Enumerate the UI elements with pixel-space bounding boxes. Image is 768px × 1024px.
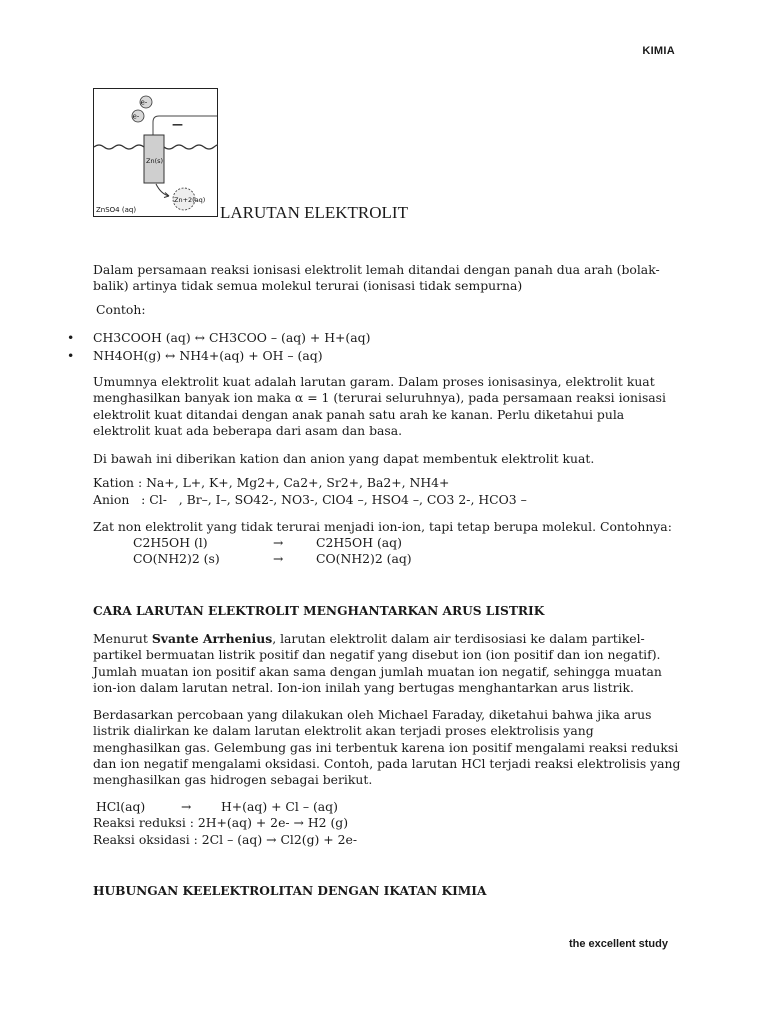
paragraph-line: listrik dialirkan ke dalam larutan elektrolit akan terjadi proses elektrolisis yang (93, 723, 594, 738)
intro-line-1: Dalam persamaan reaksi ionisasi elektrolit lemah ditandai dengan panah dua arah (bolak- (93, 262, 660, 277)
section-heading: HUBUNGAN KEELEKTROLITAN DENGAN IKATAN KIMIA (93, 884, 487, 898)
paragraph-line: Umumnya elektrolit kuat adalah larutan garam. Dalam proses ionisasinya, elektrolit kuat (93, 374, 655, 389)
list-item (67, 348, 323, 364)
paragraph-line: menghasilkan gas hidrogen sebagai berikut. (93, 772, 373, 787)
reaction-right: CO(NH2)2 (aq) (316, 551, 412, 566)
electrolysis-figure (93, 88, 218, 217)
reaction-arrow: → (273, 551, 284, 566)
nonelectrolyte-intro: Zat non elektrolit yang tidak terurai menjadi ion-ion, tapi tetap berupa molekul. Contohnya: (93, 519, 672, 534)
example-equation: NH4OH(g) ↔ NH4+(aq) + OH – (aq) (93, 348, 323, 363)
svg-text:—: — (172, 118, 183, 131)
bullet-icon: • (67, 330, 75, 345)
reaction-right: C2H5OH (aq) (316, 535, 402, 550)
svg-text:Zn+2(aq): Zn+2(aq) (174, 196, 206, 204)
reaction-left: CO(NH2)2 (s) (133, 551, 220, 566)
oxidation-reaction: Reaksi oksidasi : 2Cl – (aq) → Cl2(g) + 2e- (93, 832, 358, 847)
paragraph-line: Berdasarkan percobaan yang dilakukan oleh Michael Faraday, diketahui bahwa jika arus (93, 707, 652, 722)
scientist-name: Svante Arrhenius (151, 631, 273, 646)
paragraph-line: Jumlah muatan ion positif akan sama dengan jumlah muatan ion negatif, sehingga muatan (93, 664, 662, 679)
paragraph-line: partikel bermuatan listrik positif dan negatif yang disebut ion (ion positif dan ion negatif). (93, 647, 661, 662)
svg-text:ZnSO4 (aq): ZnSO4 (aq) (96, 206, 137, 214)
contoh-label: Contoh: (96, 302, 146, 317)
reaction-left: HCl(aq) (96, 799, 146, 814)
reaction-left: C2H5OH (l) (133, 535, 208, 550)
paragraph-line: menghasilkan banyak ion maka α = 1 (terurai seluruhnya), pada persamaan reaksi ionisasi (93, 390, 667, 405)
list-item (67, 330, 371, 346)
reaction-right: H+(aq) + Cl – (aq) (221, 799, 338, 814)
intro-line-2: balik) artinya tidak semua molekul terurai (ionisasi tidak sempurna) (93, 278, 523, 293)
example-equation: CH3COOH (aq) ↔ CH3COO – (aq) + H+(aq) (93, 330, 371, 345)
reaction-arrow: → (181, 799, 192, 814)
paragraph-line: elektrolit kuat ditandai dengan anak panah satu arah ke kanan. Perlu diketahui pula (93, 407, 625, 422)
bullet-icon: • (67, 348, 75, 363)
svg-text:Zn(s): Zn(s) (146, 157, 164, 165)
kation-line: Kation : Na+, L+, K+, Mg2+, Ca2+, Sr2+, Ba2+, NH4+ (93, 475, 450, 490)
anion-line: Anion : Cl- , Br–, I–, SO42-, NO3-, ClO4 –, HSO4 –, CO3 2-, HCO3 – (93, 492, 527, 507)
section-heading: CARA LARUTAN ELEKTROLIT MENGHANTARKAN ARUS LISTRIK (93, 604, 545, 618)
paragraph-line: ion-ion dalam larutan netral. Ion-ion inilah yang bertugas menghantarkan arus listrik. (93, 680, 634, 695)
reduction-reaction: Reaksi reduksi : 2H+(aq) + 2e- → H2 (g) (93, 815, 349, 830)
paragraph-line: menghasilkan gas. Gelembung gas ini terbentuk karena ion positif mengalami reaksi reduksi (93, 740, 679, 755)
svg-text:e-: e- (140, 98, 148, 107)
paragraph-line: elektrolit kuat ada beberapa dari asam dan basa. (93, 423, 403, 438)
paragraph-line: Menurut Svante Arrhenius, larutan elektrolit dalam air terdisosiasi ke dalam partikel- (93, 631, 645, 646)
page-title: LARUTAN ELEKTROLIT (220, 203, 408, 222)
reaction-arrow: → (273, 535, 284, 550)
ions-intro: Di bawah ini diberikan kation dan anion yang dapat membentuk elektrolit kuat. (93, 451, 595, 466)
paragraph-line: dan ion negatif mengalami oksidasi. Contoh, pada larutan HCl terjadi reaksi elektrolisis yang (93, 756, 681, 771)
page-footer: the excellent study (568, 938, 668, 950)
svg-text:e-: e- (132, 112, 140, 121)
page-header-subject: KIMIA (642, 45, 675, 57)
